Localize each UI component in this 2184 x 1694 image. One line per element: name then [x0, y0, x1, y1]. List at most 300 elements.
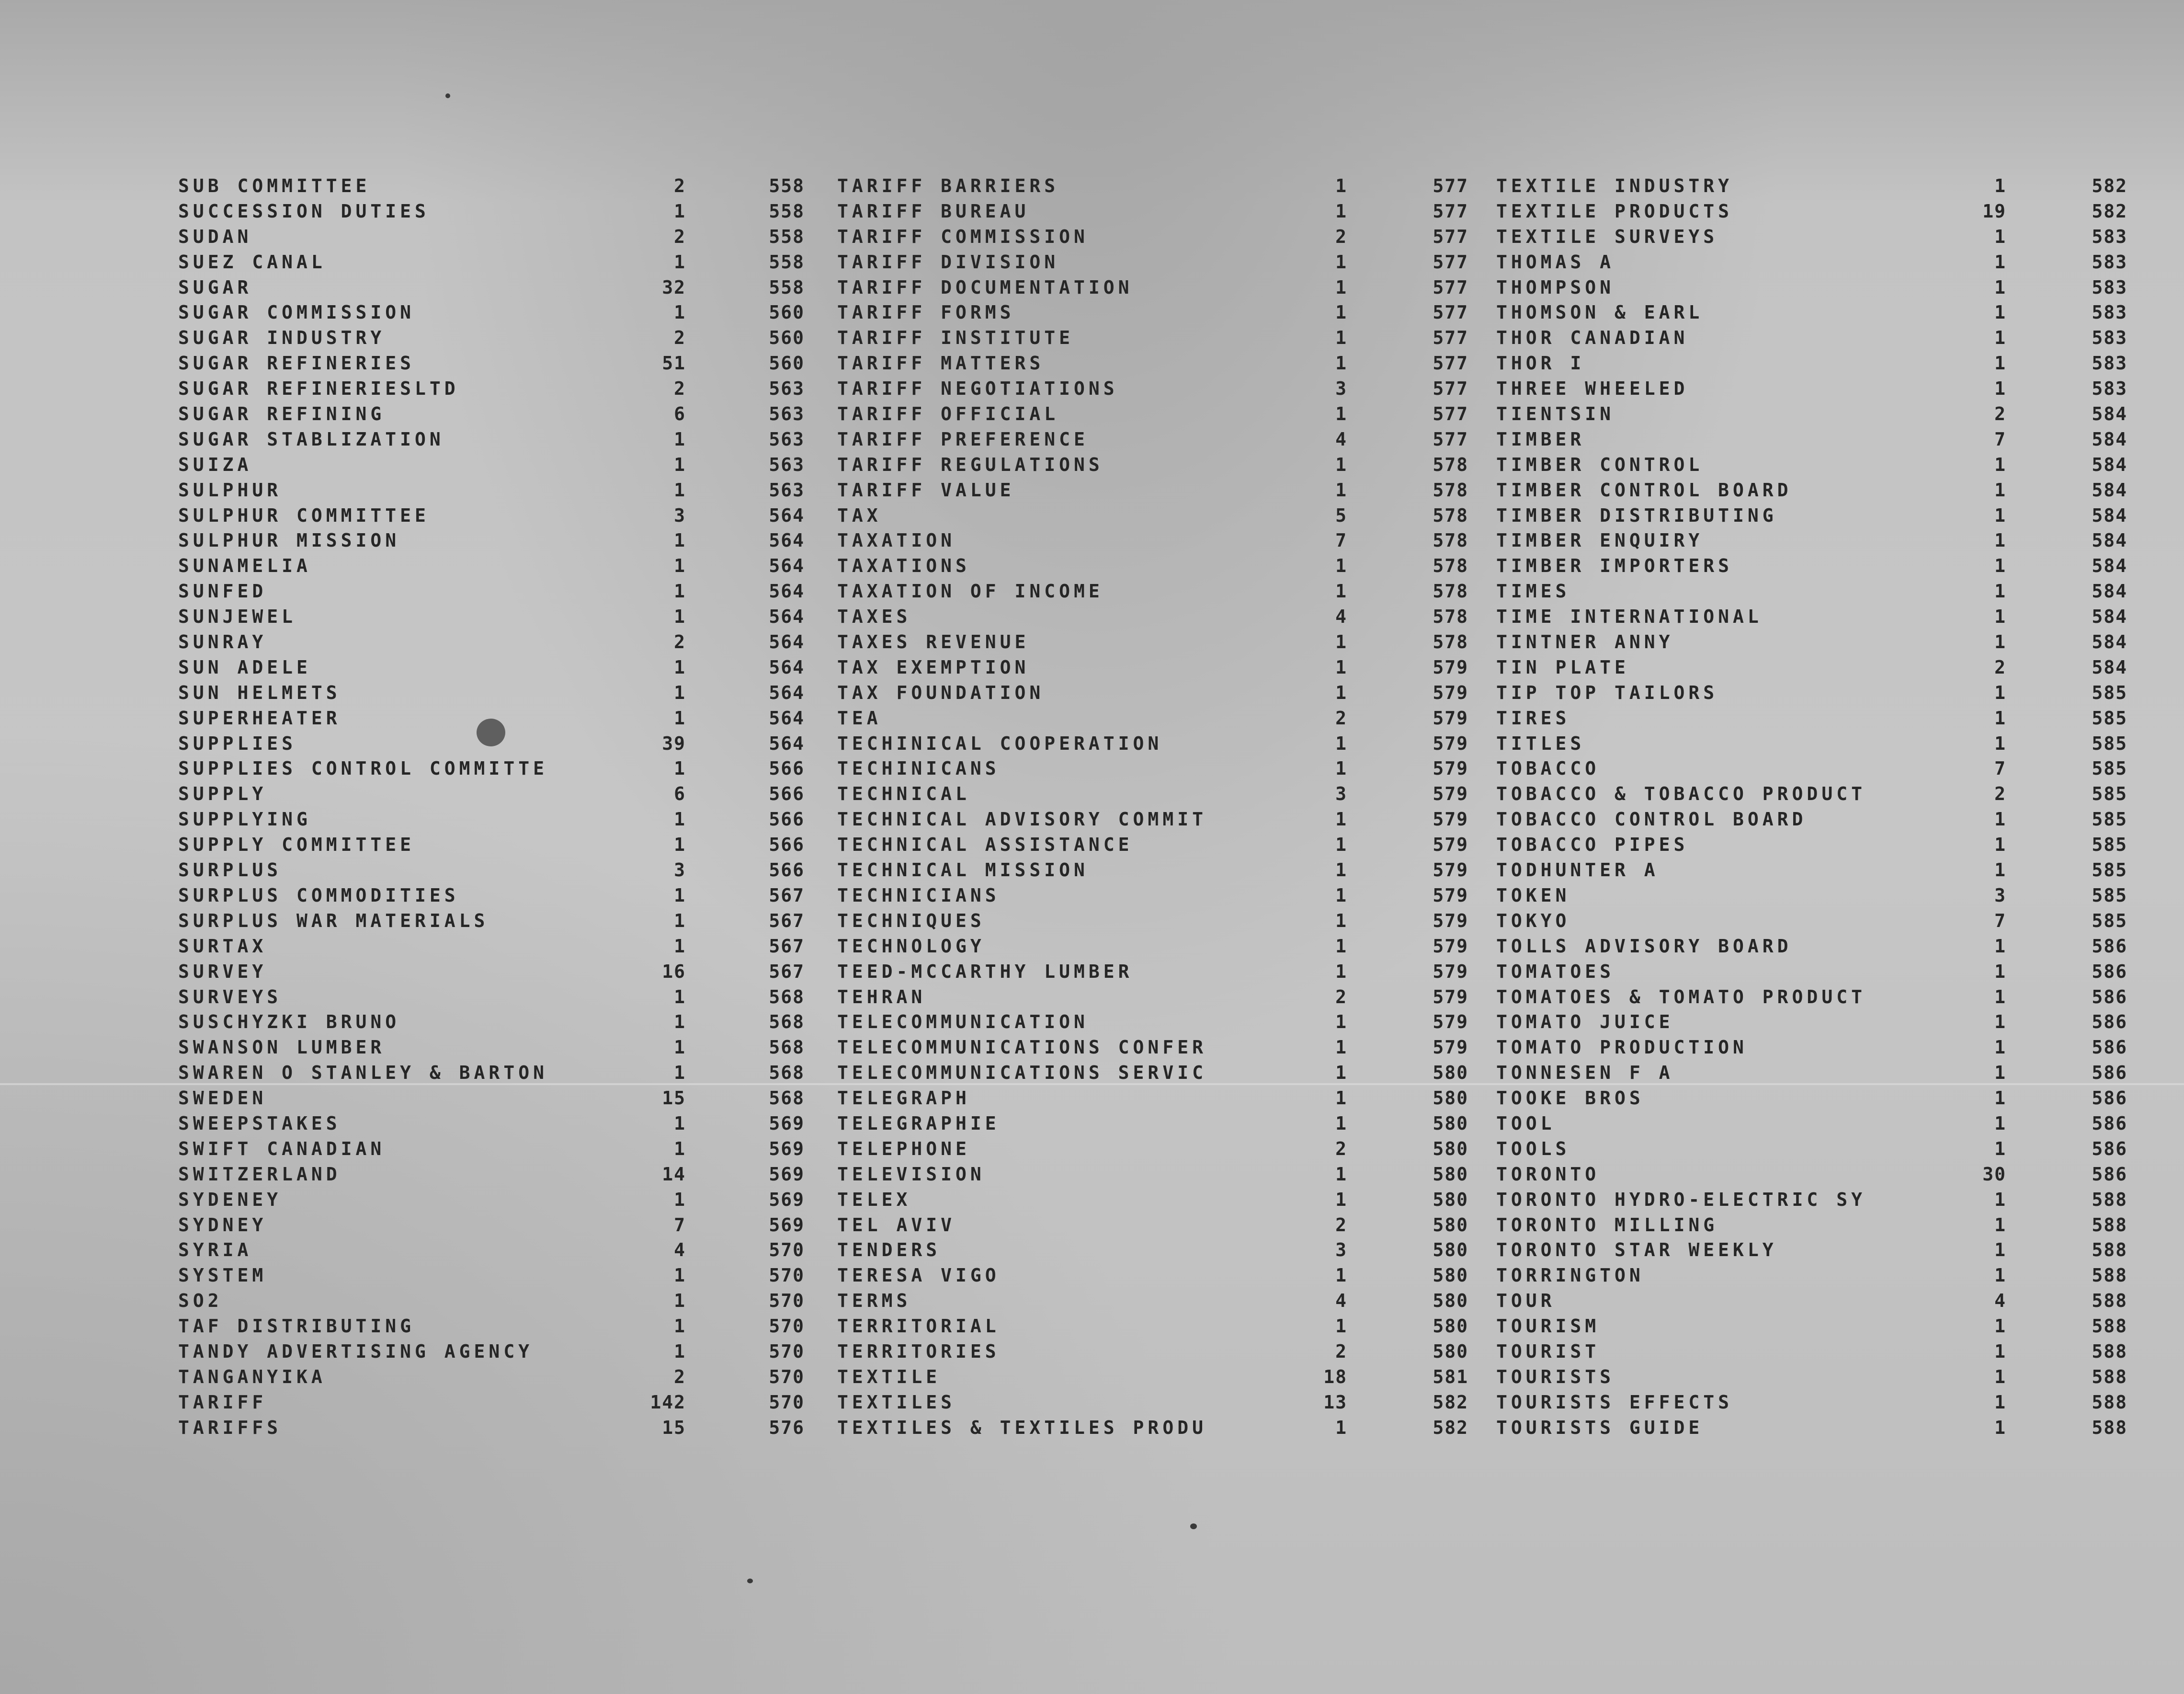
page-number: 558 [769, 276, 805, 298]
page-number: 570 [769, 1265, 805, 1286]
entry-count: 142 [650, 1391, 686, 1413]
entry-count: 1 [1994, 530, 2006, 551]
page-number: 570 [769, 1391, 805, 1413]
entry-count: 1 [674, 910, 686, 931]
entry-count: 3 [674, 504, 686, 526]
index-term: SUIZA [178, 454, 252, 475]
entry-count: 4 [1994, 1290, 2006, 1312]
page-number: 577 [1433, 302, 1468, 323]
entry-count: 1 [1335, 276, 1347, 298]
index-term: SURTAX [178, 935, 267, 957]
index-term: SUNJEWEL [178, 606, 297, 628]
index-term: TEXTILES & TEXTILES PRODU [837, 1417, 1207, 1438]
page-number: 564 [769, 530, 805, 551]
entry-count: 1 [1335, 758, 1347, 779]
film-speck [445, 93, 450, 98]
index-term: TOBACCO CONTROL BOARD [1496, 809, 1807, 830]
page-number: 584 [2092, 606, 2127, 628]
index-term: TIMBER IMPORTERS [1496, 555, 1733, 577]
page-number: 585 [2092, 783, 2127, 805]
page-number: 586 [2092, 1011, 2127, 1033]
entry-count: 1 [1994, 1189, 2006, 1210]
index-term: TOURISTS [1496, 1366, 1615, 1387]
entry-count: 1 [1994, 504, 2006, 526]
index-term: SUPPLY [178, 783, 267, 805]
page-number: 588 [2092, 1214, 2127, 1236]
page-number: 566 [769, 859, 805, 881]
index-term: TODHUNTER A [1496, 859, 1659, 881]
page-number: 586 [2092, 1163, 2127, 1185]
index-term: TIMBER CONTROL [1496, 454, 1704, 475]
index-term: TARIFF DIVISION [837, 251, 1059, 273]
page-number: 579 [1433, 935, 1468, 957]
page-number: 563 [769, 378, 805, 400]
page-number: 567 [769, 961, 805, 982]
entry-count: 1 [674, 834, 686, 856]
page-number: 566 [769, 834, 805, 856]
page-number: 582 [1433, 1391, 1468, 1413]
index-term: SUEZ CANAL [178, 251, 326, 273]
index-term: SYDENEY [178, 1189, 282, 1210]
index-term: TOKYO [1496, 910, 1570, 931]
index-term: TARIFF INSTITUTE [837, 327, 1074, 349]
entry-count: 1 [1994, 1417, 2006, 1438]
index-term: TELEVISION [837, 1163, 985, 1185]
page-number: 585 [2092, 859, 2127, 881]
entry-count: 1 [1335, 1112, 1347, 1134]
page-number: 566 [769, 809, 805, 830]
index-term: TOOKE BROS [1496, 1087, 1644, 1109]
page-number: 584 [2092, 403, 2127, 425]
page-number: 560 [769, 302, 805, 323]
entry-count: 1 [674, 656, 686, 678]
index-term: SURVEYS [178, 986, 282, 1007]
page-number: 564 [769, 707, 805, 729]
entry-count: 7 [1994, 758, 2006, 779]
index-term: TIP TOP TAILORS [1496, 682, 1718, 703]
entry-count: 1 [1994, 682, 2006, 703]
index-term: TERRITORIES [837, 1340, 1000, 1362]
entry-count: 1 [1994, 1265, 2006, 1286]
entry-count: 1 [1994, 733, 2006, 754]
page-number: 578 [1433, 530, 1468, 551]
entry-count: 1 [1994, 327, 2006, 349]
index-term: TERESA VIGO [837, 1265, 1000, 1286]
index-term: THOR I [1496, 353, 1585, 374]
entry-count: 1 [1994, 1316, 2006, 1337]
page-number: 580 [1433, 1163, 1468, 1185]
page-number: 583 [2092, 302, 2127, 323]
page-number: 583 [2092, 251, 2127, 273]
entry-count: 1 [1335, 809, 1347, 830]
page-number: 588 [2092, 1340, 2127, 1362]
entry-count: 18 [1323, 1366, 1347, 1387]
page-number: 577 [1433, 353, 1468, 374]
page-number: 567 [769, 910, 805, 931]
index-term: TAXATIONS [837, 555, 970, 577]
entry-count: 2 [1335, 986, 1347, 1007]
entry-count: 1 [1335, 454, 1347, 475]
index-term: THOR CANADIAN [1496, 327, 1689, 349]
page-number: 586 [2092, 1037, 2127, 1058]
entry-count: 1 [674, 1290, 686, 1312]
index-term: TEXTILE PRODUCTS [1496, 200, 1733, 222]
page-number: 569 [769, 1138, 805, 1159]
page-number: 564 [769, 581, 805, 602]
entry-count: 1 [1335, 859, 1347, 881]
entry-count: 2 [1335, 707, 1347, 729]
entry-count: 1 [1994, 175, 2006, 196]
page-number: 585 [2092, 682, 2127, 703]
page-number: 577 [1433, 226, 1468, 247]
entry-count: 2 [1335, 1214, 1347, 1236]
page-number: 584 [2092, 504, 2127, 526]
index-term: SULPHUR COMMITTEE [178, 504, 430, 526]
index-term: SUGAR [178, 276, 252, 298]
entry-count: 1 [1335, 1037, 1347, 1058]
index-term: SWEEPSTAKES [178, 1112, 341, 1134]
index-term: TELECOMMUNICATION [837, 1011, 1089, 1033]
page-number: 570 [769, 1239, 805, 1261]
index-term: TAXES REVENUE [837, 631, 1030, 653]
page-number: 577 [1433, 251, 1468, 273]
index-term: SUCCESSION DUTIES [178, 200, 430, 222]
entry-count: 1 [1994, 935, 2006, 957]
entry-count: 1 [1335, 631, 1347, 653]
entry-count: 1 [1994, 1239, 2006, 1261]
index-term: TARIFF COMMISSION [837, 226, 1089, 247]
page-number: 580 [1433, 1112, 1468, 1134]
page-number: 577 [1433, 276, 1468, 298]
index-term: TARIFF BARRIERS [837, 175, 1059, 196]
entry-count: 1 [1335, 403, 1347, 425]
index-term: SUSCHYZKI BRUNO [178, 1011, 400, 1033]
entry-count: 1 [674, 302, 686, 323]
entry-count: 1 [1335, 479, 1347, 501]
entry-count: 1 [1335, 353, 1347, 374]
index-term: TECHINICAL COOPERATION [837, 733, 1163, 754]
entry-count: 1 [1994, 1112, 2006, 1134]
entry-count: 4 [1335, 606, 1347, 628]
page-number: 558 [769, 175, 805, 196]
page-number: 577 [1433, 200, 1468, 222]
entry-count: 4 [1335, 1290, 1347, 1312]
index-term: TECHNICAL ASSISTANCE [837, 834, 1133, 856]
entry-count: 1 [674, 454, 686, 475]
index-term: THOMSON & EARL [1496, 302, 1704, 323]
index-term: SURPLUS [178, 859, 282, 881]
entry-count: 1 [674, 581, 686, 602]
page-number: 579 [1433, 1037, 1468, 1058]
entry-count: 1 [1335, 1011, 1347, 1033]
entry-count: 1 [1335, 682, 1347, 703]
index-term: TECHNICAL MISSION [837, 859, 1089, 881]
index-term: TELEX [837, 1189, 911, 1210]
entry-count: 1 [1335, 327, 1347, 349]
page-number: 584 [2092, 555, 2127, 577]
index-term: TOURISTS EFFECTS [1496, 1391, 1733, 1413]
page-number: 585 [2092, 707, 2127, 729]
page-number: 580 [1433, 1087, 1468, 1109]
index-term: TEA [837, 707, 882, 729]
entry-count: 16 [662, 961, 686, 982]
index-term: TOOLS [1496, 1138, 1570, 1159]
index-term: SUPPLY COMMITTEE [178, 834, 415, 856]
entry-count: 6 [674, 783, 686, 805]
entry-count: 1 [1335, 656, 1347, 678]
entry-count: 1 [1994, 961, 2006, 982]
index-term: SWIFT CANADIAN [178, 1138, 386, 1159]
entry-count: 1 [674, 1062, 686, 1084]
index-term: SUGAR REFINING [178, 403, 386, 425]
index-term: SUB COMMITTEE [178, 175, 371, 196]
entry-count: 1 [1335, 555, 1347, 577]
index-term: TIME INTERNATIONAL [1496, 606, 1763, 628]
page-number: 568 [769, 1062, 805, 1084]
page-number: 560 [769, 327, 805, 349]
index-term: TIENTSIN [1496, 403, 1615, 425]
entry-count: 1 [1994, 276, 2006, 298]
page-number: 564 [769, 555, 805, 577]
entry-count: 1 [674, 1011, 686, 1033]
index-term: TIN PLATE [1496, 656, 1629, 678]
index-term: SULPHUR [178, 479, 282, 501]
index-term: SYDNEY [178, 1214, 267, 1236]
entry-count: 1 [1994, 1340, 2006, 1362]
entry-count: 2 [1335, 226, 1347, 247]
index-term: THOMAS A [1496, 251, 1615, 273]
page-number: 588 [2092, 1316, 2127, 1337]
page-number: 588 [2092, 1239, 2127, 1261]
index-term: TANGANYIKA [178, 1366, 326, 1387]
entry-count: 1 [674, 1316, 686, 1337]
entry-count: 4 [674, 1239, 686, 1261]
entry-count: 32 [662, 276, 686, 298]
entry-count: 1 [1335, 1417, 1347, 1438]
index-term: TANDY ADVERTISING AGENCY [178, 1340, 534, 1362]
page-number: 564 [769, 606, 805, 628]
index-term: TELEPHONE [837, 1138, 970, 1159]
entry-count: 2 [674, 327, 686, 349]
entry-count: 1 [1335, 1163, 1347, 1185]
index-term: SUGAR COMMISSION [178, 302, 415, 323]
entry-count: 1 [1335, 834, 1347, 856]
entry-count: 1 [1994, 479, 2006, 501]
page-number: 580 [1433, 1290, 1468, 1312]
page-number: 584 [2092, 479, 2127, 501]
entry-count: 1 [674, 1265, 686, 1286]
index-term: TITLES [1496, 733, 1585, 754]
entry-count: 1 [1994, 707, 2006, 729]
page-number: 578 [1433, 479, 1468, 501]
index-term: TENDERS [837, 1239, 941, 1261]
entry-count: 1 [1994, 555, 2006, 577]
index-term: SUPPLYING [178, 809, 311, 830]
entry-count: 15 [662, 1087, 686, 1109]
page-number: 583 [2092, 353, 2127, 374]
index-term: TOBACCO & TOBACCO PRODUCT [1496, 783, 1866, 805]
index-term: TEL AVIV [837, 1214, 956, 1236]
entry-count: 14 [662, 1163, 686, 1185]
entry-count: 1 [1994, 1138, 2006, 1159]
entry-count: 1 [1335, 302, 1347, 323]
page-number: 586 [2092, 1062, 2127, 1084]
index-term: TELEGRAPHIE [837, 1112, 1000, 1134]
index-term: TEXTILE [837, 1366, 941, 1387]
index-term: TAXATION OF INCOME [837, 581, 1103, 602]
page-number: 563 [769, 403, 805, 425]
index-term: TAX FOUNDATION [837, 682, 1045, 703]
entry-count: 1 [1335, 175, 1347, 196]
page-number: 579 [1433, 910, 1468, 931]
entry-count: 1 [1994, 1366, 2006, 1387]
index-term: SUNRAY [178, 631, 267, 653]
entry-count: 1 [1994, 834, 2006, 856]
index-term: SUGAR STABLIZATION [178, 428, 444, 450]
index-term: TAXES [837, 606, 911, 628]
index-term: SYRIA [178, 1239, 252, 1261]
index-term: TIMES [1496, 581, 1570, 602]
index-term: TOURISM [1496, 1316, 1600, 1337]
index-term: TORRINGTON [1496, 1265, 1644, 1286]
page-number: 579 [1433, 986, 1468, 1007]
page-number: 588 [2092, 1290, 2127, 1312]
entry-count: 1 [674, 758, 686, 779]
entry-count: 3 [1335, 783, 1347, 805]
index-term: THREE WHEELED [1496, 378, 1689, 400]
page-number: 586 [2092, 986, 2127, 1007]
entry-count: 1 [674, 555, 686, 577]
page-number: 566 [769, 758, 805, 779]
entry-count: 1 [674, 1112, 686, 1134]
index-term: TARIFF PREFERENCE [837, 428, 1089, 450]
index-term: TIMBER CONTROL BOARD [1496, 479, 1792, 501]
page-number: 577 [1433, 378, 1468, 400]
index-term: SUNAMELIA [178, 555, 311, 577]
page-number: 582 [1433, 1417, 1468, 1438]
page-number: 570 [769, 1316, 805, 1337]
entry-count: 1 [674, 1189, 686, 1210]
entry-count: 1 [674, 200, 686, 222]
index-term: TEED-MCCARTHY LUMBER [837, 961, 1133, 982]
page-number: 581 [1433, 1366, 1468, 1387]
index-term: TIMBER ENQUIRY [1496, 530, 1704, 551]
entry-count: 1 [1335, 200, 1347, 222]
entry-count: 1 [1335, 1087, 1347, 1109]
entry-count: 1 [674, 479, 686, 501]
index-term: TEXTILE INDUSTRY [1496, 175, 1733, 196]
index-term: SUN HELMETS [178, 682, 341, 703]
entry-count: 1 [1994, 378, 2006, 400]
entry-count: 1 [1994, 353, 2006, 374]
entry-count: 2 [1335, 1138, 1347, 1159]
index-term: SUNFED [178, 581, 267, 602]
index-term: TARIFF BUREAU [837, 200, 1030, 222]
index-term: TAX EXEMPTION [837, 656, 1030, 678]
entry-count: 1 [674, 986, 686, 1007]
index-term: TECHINICANS [837, 758, 1000, 779]
entry-count: 15 [662, 1417, 686, 1438]
page-number: 569 [769, 1189, 805, 1210]
page-number: 580 [1433, 1265, 1468, 1286]
entry-count: 1 [674, 707, 686, 729]
page-number: 579 [1433, 884, 1468, 906]
page-number: 585 [2092, 910, 2127, 931]
index-term: TOKEN [1496, 884, 1570, 906]
index-term: TORONTO STAR WEEKLY [1496, 1239, 1777, 1261]
page-number: 580 [1433, 1340, 1468, 1362]
entry-count: 1 [674, 935, 686, 957]
index-term: SURVEY [178, 961, 267, 982]
entry-count: 1 [1335, 581, 1347, 602]
page-number: 588 [2092, 1366, 2127, 1387]
page-number: 580 [1433, 1316, 1468, 1337]
index-term: TAX [837, 504, 882, 526]
entry-count: 1 [1335, 733, 1347, 754]
entry-count: 19 [1982, 200, 2006, 222]
page-number: 579 [1433, 733, 1468, 754]
page-number: 578 [1433, 555, 1468, 577]
index-term: TINTNER ANNY [1496, 631, 1674, 653]
page-number: 584 [2092, 631, 2127, 653]
index-term: TECHNIQUES [837, 910, 985, 931]
index-term: TORONTO MILLING [1496, 1214, 1718, 1236]
index-term: TAF DISTRIBUTING [178, 1316, 415, 1337]
index-term: TECHNOLOGY [837, 935, 985, 957]
entry-count: 3 [1335, 378, 1347, 400]
entry-count: 1 [1994, 1062, 2006, 1084]
page-number: 579 [1433, 859, 1468, 881]
entry-count: 1 [674, 251, 686, 273]
index-term: TEXTILE SURVEYS [1496, 226, 1718, 247]
page-number: 566 [769, 783, 805, 805]
page-number: 583 [2092, 327, 2127, 349]
entry-count: 1 [1994, 1011, 2006, 1033]
index-term: TEXTILES [837, 1391, 956, 1413]
page-number: 568 [769, 1087, 805, 1109]
index-term: TERRITORIAL [837, 1316, 1000, 1337]
entry-count: 1 [1335, 1189, 1347, 1210]
entry-count: 4 [1335, 428, 1347, 450]
page-number: 568 [769, 986, 805, 1007]
index-term: SUN ADELE [178, 656, 311, 678]
page-number: 580 [1433, 1214, 1468, 1236]
entry-count: 2 [674, 1366, 686, 1387]
index-term: TOURISTS GUIDE [1496, 1417, 1704, 1438]
index-term: TARIFF FORMS [837, 302, 1015, 323]
entry-count: 3 [1994, 884, 2006, 906]
entry-count: 1 [1335, 251, 1347, 273]
page-number: 563 [769, 428, 805, 450]
page-number: 585 [2092, 809, 2127, 830]
index-term: SO2 [178, 1290, 223, 1312]
index-term: TERMS [837, 1290, 911, 1312]
page-number: 570 [769, 1290, 805, 1312]
page-number: 584 [2092, 428, 2127, 450]
index-term: THOMPSON [1496, 276, 1615, 298]
page-number: 579 [1433, 758, 1468, 779]
page-number: 580 [1433, 1062, 1468, 1084]
entry-count: 1 [1994, 454, 2006, 475]
page-number: 585 [2092, 834, 2127, 856]
index-term: SURPLUS WAR MATERIALS [178, 910, 489, 931]
page-number: 579 [1433, 961, 1468, 982]
film-speck [747, 1579, 753, 1583]
entry-count: 1 [674, 884, 686, 906]
entry-count: 1 [674, 1138, 686, 1159]
page-number: 582 [2092, 200, 2127, 222]
entry-count: 2 [674, 226, 686, 247]
